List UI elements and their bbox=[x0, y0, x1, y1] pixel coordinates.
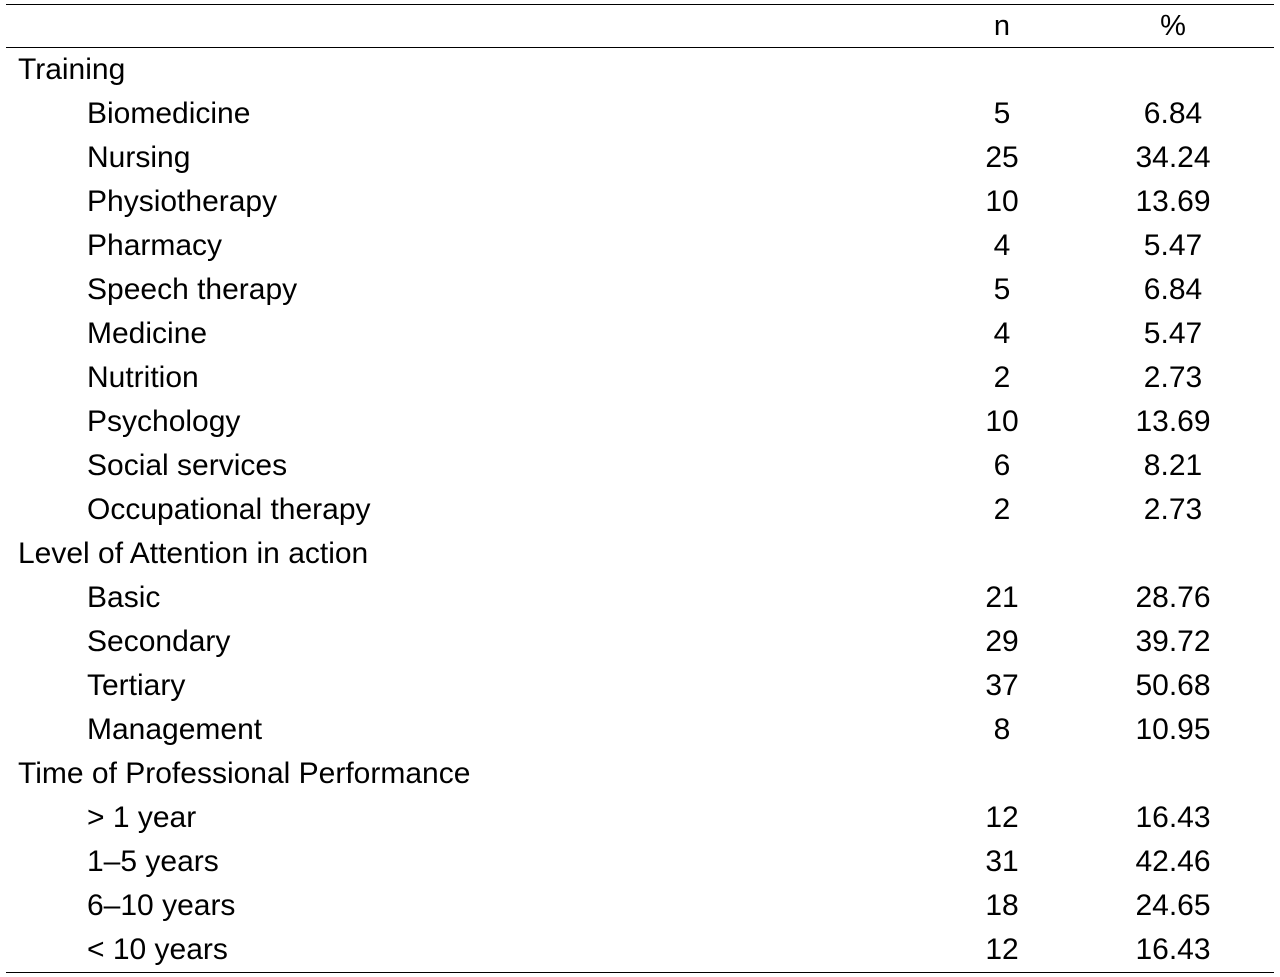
row-label: Nutrition bbox=[87, 361, 199, 394]
table-row bbox=[6, 928, 1274, 973]
group-row bbox=[6, 532, 1274, 576]
table-row bbox=[6, 840, 1274, 884]
group-percent-empty bbox=[1072, 532, 1274, 576]
row-label: 6–10 years bbox=[87, 889, 236, 922]
row-label: < 10 years bbox=[6, 928, 932, 973]
group-row bbox=[6, 752, 1274, 796]
row-n: 25 bbox=[985, 141, 1019, 174]
row-label: Pharmacy bbox=[87, 229, 223, 262]
data-table-container bbox=[6, 4, 1274, 973]
row-n: 6 bbox=[993, 449, 1011, 482]
row-percent: 2.73 bbox=[1143, 493, 1203, 526]
row-n: 37 bbox=[985, 669, 1019, 702]
row-n: 29 bbox=[985, 625, 1019, 658]
row-label: Physiotherapy bbox=[87, 185, 278, 218]
row-label: 1–5 years bbox=[87, 845, 219, 878]
row-n: 5 bbox=[993, 273, 1011, 306]
table-row bbox=[6, 268, 1274, 312]
row-n: 4 bbox=[993, 229, 1011, 262]
table-row bbox=[6, 884, 1274, 928]
table-row bbox=[6, 444, 1274, 488]
row-percent: 13.69 bbox=[1135, 405, 1211, 438]
row-percent: 10.95 bbox=[1135, 713, 1211, 746]
table-row bbox=[6, 312, 1274, 356]
table-body bbox=[6, 48, 1274, 973]
row-n: 8 bbox=[993, 713, 1011, 746]
table-row bbox=[6, 136, 1274, 180]
header-label bbox=[6, 5, 932, 48]
row-percent: 6.84 bbox=[1143, 273, 1203, 306]
row-percent: 42.46 bbox=[1135, 845, 1211, 878]
table-row bbox=[6, 576, 1274, 620]
table-row bbox=[6, 488, 1274, 532]
header-n: n bbox=[932, 5, 1072, 48]
table-row bbox=[6, 92, 1274, 136]
row-label: > 1 year bbox=[87, 801, 197, 834]
table-header bbox=[6, 5, 1274, 48]
row-label: Tertiary bbox=[87, 669, 186, 702]
row-percent: 39.72 bbox=[1135, 625, 1211, 658]
row-percent: 5.47 bbox=[1143, 317, 1203, 350]
row-n: 12 bbox=[985, 801, 1019, 834]
row-label: Psychology bbox=[87, 405, 241, 438]
group-title: Training bbox=[18, 53, 126, 86]
row-percent: 16.43 bbox=[1135, 801, 1211, 834]
row-n: 10 bbox=[985, 405, 1019, 438]
row-n: 4 bbox=[993, 317, 1011, 350]
table-row bbox=[6, 180, 1274, 224]
row-n: 2 bbox=[993, 361, 1011, 394]
table-row bbox=[6, 356, 1274, 400]
table-row bbox=[6, 796, 1274, 840]
row-percent: 24.65 bbox=[1135, 889, 1211, 922]
header-row bbox=[6, 5, 1274, 48]
group-n-empty bbox=[932, 48, 1072, 93]
table-row bbox=[6, 664, 1274, 708]
row-n: 10 bbox=[985, 185, 1019, 218]
row-n: 18 bbox=[985, 889, 1019, 922]
row-label: Social services bbox=[87, 449, 288, 482]
table-row bbox=[6, 224, 1274, 268]
row-percent: 28.76 bbox=[1135, 581, 1211, 614]
row-percent: 13.69 bbox=[1135, 185, 1211, 218]
table-row bbox=[6, 620, 1274, 664]
row-percent: 34.24 bbox=[1135, 141, 1211, 174]
row-n: 31 bbox=[985, 845, 1019, 878]
row-label: Occupational therapy bbox=[87, 493, 371, 526]
row-label: Speech therapy bbox=[87, 273, 298, 306]
row-label: Biomedicine bbox=[87, 97, 251, 130]
row-label: Medicine bbox=[87, 317, 208, 350]
group-row bbox=[6, 48, 1274, 93]
group-title: Time of Professional Performance bbox=[18, 757, 471, 790]
row-n: 12 bbox=[932, 928, 1072, 973]
row-percent: 6.84 bbox=[1143, 97, 1203, 130]
row-percent: 5.47 bbox=[1143, 229, 1203, 262]
group-percent-empty bbox=[1072, 48, 1274, 93]
table-row bbox=[6, 708, 1274, 752]
row-percent: 16.43 bbox=[1072, 928, 1274, 973]
group-percent-empty bbox=[1072, 752, 1274, 796]
row-label: Nursing bbox=[87, 141, 191, 174]
row-n: 2 bbox=[993, 493, 1011, 526]
row-label: Basic bbox=[87, 581, 161, 614]
row-n: 21 bbox=[985, 581, 1019, 614]
data-table bbox=[6, 4, 1274, 973]
row-percent: 50.68 bbox=[1135, 669, 1211, 702]
row-label: Management bbox=[87, 713, 263, 746]
row-percent: 8.21 bbox=[1143, 449, 1203, 482]
group-n-empty bbox=[932, 532, 1072, 576]
group-title: Level of Attention in action bbox=[18, 537, 369, 570]
header-percent: % bbox=[1072, 5, 1274, 48]
row-n: 5 bbox=[993, 97, 1011, 130]
row-percent: 2.73 bbox=[1143, 361, 1203, 394]
table-row bbox=[6, 400, 1274, 444]
group-n-empty bbox=[932, 752, 1072, 796]
row-label: Secondary bbox=[87, 625, 231, 658]
